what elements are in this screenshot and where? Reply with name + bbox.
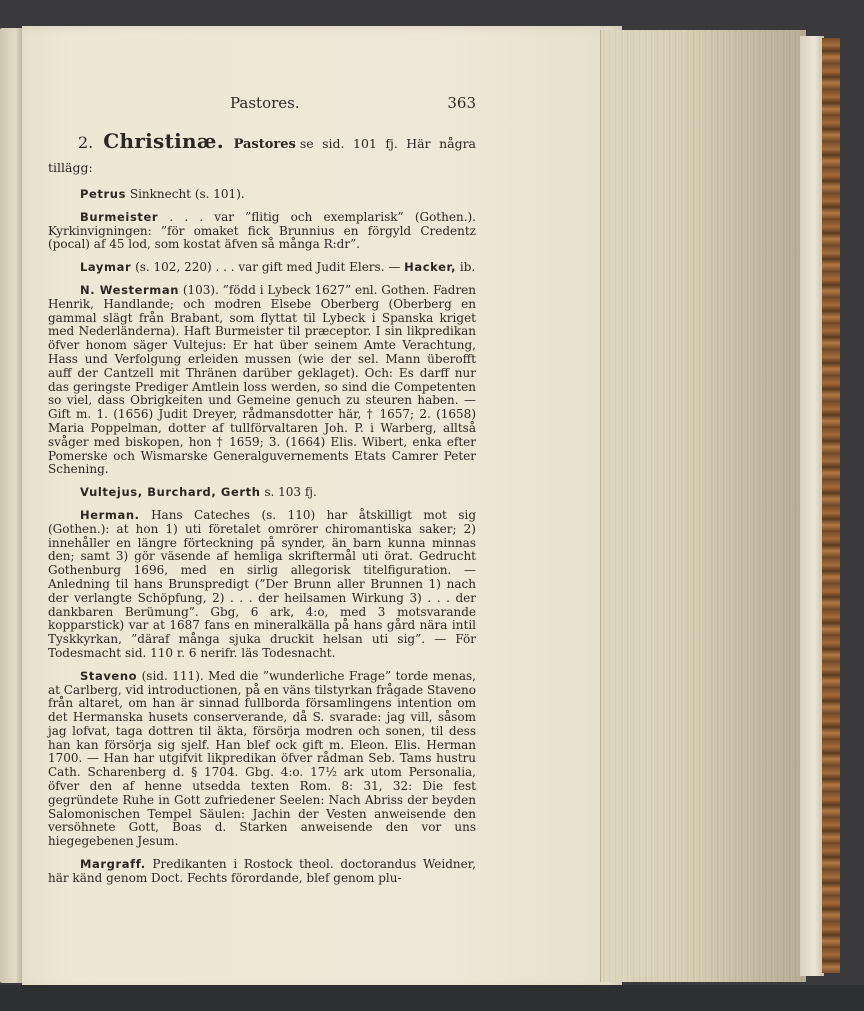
entry-text: . . . var ”flitig och exemplarisk” (Gothen.). Kyrkinvigningen: ”för omaket fick Brunnius en förgyld Credentz (pocal) af 45 lod, som kostat äfven så många R:dr”.: [48, 209, 476, 252]
scan-background: [0, 985, 864, 1011]
entry-name: Burmeister: [80, 209, 159, 224]
entry-text: s. 103 fj.: [260, 485, 317, 500]
entry-margraff: [48, 858, 476, 886]
entry-text-secondary: ib.: [456, 260, 476, 275]
section-subtitle: Pastores: [233, 137, 296, 152]
entry-name: Laymar: [80, 260, 132, 275]
entry-text: Predikanten i Rostock theol. doctorandus Weidner, här känd genom Doct. Fechts förordande, blef genom plu-: [48, 857, 476, 885]
entry-name: Herman.: [80, 507, 140, 522]
entry-petrus: [48, 188, 476, 202]
page-number: 363: [447, 94, 476, 112]
entry-name: Margraff.: [80, 857, 146, 872]
running-title: Pastores.: [230, 94, 300, 112]
back-cover-board: [800, 36, 824, 976]
section-title: Christinæ.: [103, 129, 224, 153]
entry-name: Vultejus, Burchard, Gerth: [80, 485, 261, 500]
previous-page-edge: [0, 28, 22, 983]
section-heading-rest: se sid. 101 fj. Här några tillägg:: [48, 136, 476, 175]
entry-name-secondary: Hacker,: [404, 260, 457, 275]
section-number: 2.: [78, 133, 94, 152]
page-edges-stack: [600, 30, 806, 982]
entry-laymar: [48, 261, 476, 275]
entry-text: (s. 102, 220) . . . var gift med Judit Elers. —: [131, 260, 401, 275]
entry-vultejus: [48, 486, 476, 500]
entry-name: Staveno: [80, 668, 138, 683]
entry-text: Hans Cateches (s. 110) har åtskilligt mot sig (Gothen.): at hon 1) uti företalet omrörer chiromantiska saker; 2) innehåller en längre förteckning på synder, än barn kunna minnas den; samt 3) gör väsende af hemliga skriftermål uti örat. Gedrucht Gothenburg 1696, med en sirlig allegorisk titelfiguration. — Anledning til hans Brunspredigt (”Der Brunn aller Brunnen 1) nach der verlangte Schöpfung, 2) . . . der heilsamen Wirkung 3) . . . der dankbaren Berümung”. Gbg, 6 ark, 4:o, med 3 motsvarande kopparstick) var at 1687 fans en mineralkälla på hans gård nära intil Tyskkyrkan, ”däraf många sjuka druckit helsan uti sig”. — För Todesmacht sid. 110 r. 6 nerifr. läs Todesnacht.: [48, 507, 476, 660]
entry-text: (103). ”född i Lybeck 1627” enl. Gothen. Fadren Henrik, Handlande; och modren Elsebe Oberberg (Oberberg en gammal slägt från Brabant, som flyttat til Lybeck i Spanska kriget med Nederländerna). Haft Burmeister til præceptor. I sin likpredikan öfver honom säger Vultejus: Er hat über seinem Amte Verachtung, Hass und Verfolgung erleiden mussen (wie der sel. Mann überofft auff der Cantzell mit Thränen darüber geklaget). Och: Es darff nur das geringste Prediger Amtlein loss werden, so sind die Competenten so viel, dass Obrigkeiten und Gemeine genuch zu steuren haben. — Gift m. 1. (1656) Judit Dreyer, rådmansdotter här, † 1657; 2. (1658) Maria Poppelman, dotter af tullförvaltaren Joh. P. i Warberg, alltså svåger med biskopen, hon † 1659; 3. (1664) Elis. Wibert, enka efter Pomerske och Wismarske Generalguvernements Etats Camrer Peter Schening.: [48, 282, 477, 477]
entry-staveno: [48, 670, 476, 849]
entry-name: N. Westerman: [80, 282, 180, 297]
page-body: [48, 130, 476, 886]
entry-text: (sid. 111). Med die ”wunderliche Frage” torde menas, at Carlberg, vid introductionen, på en väns tilstyrkan frågade Staveno från altaret, om han är sinnad fullborda församlingens intention om det Hermanska husets conserverande, då S. svarade: jag vill, såsom jag lofvat, taga dottren til äkta, försörja modren och sonen, til dess han kan försörja sig sjelf. Han blef ock gift m. Eleon. Elis. Herman 1700. — Han har utgifvit likpredikan öfver rådman Seb. Tams hustru Cath. Scharenberg d. § 1704. Gbg. 4:o. 17½ ark utom Personalia, öfver den af henne utsedda texten Rom. 8: 31, 32: Die fest gegründete Ruhe in Gott zufriedener Seelen: Nach Abriss der beyden Salomonischen Tempel Säulen: Jachin der Vesten anweisende den versöhnete Gott, Boas d. Starken anweisende den vor uns hiegegebenen Jesum.: [48, 668, 476, 849]
marbled-cover-edge: [822, 38, 840, 973]
entry-westerman: [48, 284, 476, 477]
entry-name: Petrus: [80, 187, 127, 201]
entry-burmeister: [48, 211, 476, 252]
section-heading: [48, 130, 476, 179]
entry-text: Sinknecht (s. 101).: [126, 187, 245, 201]
entry-herman: [48, 509, 476, 661]
